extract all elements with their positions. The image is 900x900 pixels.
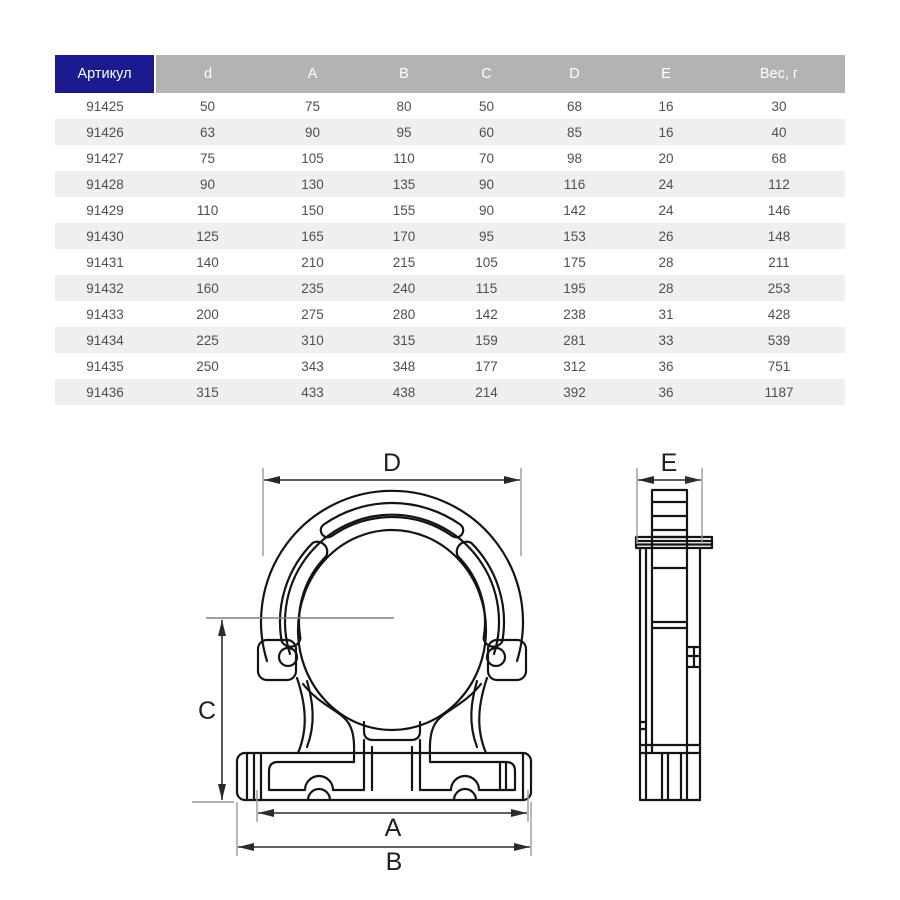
table-cell: 159 <box>475 332 498 348</box>
table-cell: 90 <box>199 176 216 192</box>
table-cell: 225 <box>196 332 219 348</box>
table-cell: 112 <box>768 176 790 192</box>
table-cell: 90 <box>304 124 321 140</box>
table-cell: 24 <box>658 176 674 192</box>
dim-label-b: B <box>385 848 403 876</box>
side-main-column <box>652 548 700 753</box>
table-cell: 125 <box>196 228 219 244</box>
table-cell: 91426 <box>86 124 124 140</box>
table-cell: 95 <box>478 228 495 244</box>
table-cell: 214 <box>475 384 498 400</box>
table-cell: 142 <box>475 306 498 322</box>
table-cell: 91427 <box>86 150 124 166</box>
side-base <box>640 745 700 800</box>
body-right-outer <box>479 678 487 753</box>
dim-label-c: C <box>197 697 217 725</box>
arrowhead <box>264 476 280 484</box>
dim-label-a: A <box>384 814 402 842</box>
header-e: E <box>619 55 713 93</box>
side-hook-block <box>687 647 700 667</box>
table-cell: 50 <box>199 98 216 114</box>
table-cell: 115 <box>475 280 498 296</box>
table-cell: 16 <box>658 98 674 114</box>
table-cell: 130 <box>301 176 324 192</box>
table-cell: 90 <box>478 176 495 192</box>
table-cell: 105 <box>475 254 498 270</box>
table-cell: 91436 <box>86 384 124 400</box>
header-dd: D <box>530 55 619 93</box>
dim-label-e: E <box>660 449 678 477</box>
arrowhead <box>504 476 520 484</box>
table-cell: 91430 <box>86 228 124 244</box>
header-c: C <box>443 55 530 93</box>
table-cell: 343 <box>301 358 324 374</box>
side-snap-band <box>636 537 712 548</box>
top-slot <box>321 503 463 537</box>
pipe-circle <box>298 530 486 730</box>
table-cell: 26 <box>658 228 674 244</box>
table-cell: 281 <box>563 332 586 348</box>
table-cell: 95 <box>396 124 412 140</box>
side-view <box>636 490 712 800</box>
table-cell: 315 <box>196 384 219 400</box>
table-cell: 50 <box>478 98 495 114</box>
header-a: A <box>260 55 365 93</box>
arrowhead <box>511 809 527 817</box>
table-cell: 140 <box>196 254 219 270</box>
table-cell: 75 <box>304 98 321 114</box>
table-cell: 253 <box>767 280 791 296</box>
table-cell: 240 <box>392 280 416 296</box>
table-cell: 30 <box>771 98 787 114</box>
table-cell: 170 <box>392 228 416 244</box>
table-cell: 91428 <box>86 176 124 192</box>
left-column <box>364 740 372 790</box>
dimension-a <box>257 790 528 842</box>
table-cell: 310 <box>301 332 324 348</box>
table-cell: 160 <box>196 280 219 296</box>
arrowhead <box>218 784 226 800</box>
arrowhead <box>238 843 254 851</box>
table-cell: 150 <box>301 202 324 218</box>
dimensions <box>192 449 702 876</box>
table-cell: 91435 <box>86 358 124 374</box>
table-cell: 146 <box>767 202 791 218</box>
table-cell: 177 <box>475 358 498 374</box>
left-foot-ribs <box>247 753 261 800</box>
table-cell: 85 <box>566 124 583 140</box>
dim-label-d: D <box>382 449 402 477</box>
header-d: d <box>155 55 260 93</box>
table-cell: 315 <box>392 332 416 348</box>
side-top-segments <box>652 502 687 530</box>
table-cell: 438 <box>392 384 416 400</box>
right-dome-small <box>454 789 476 800</box>
table-cell: 235 <box>301 280 324 296</box>
table-cell: 36 <box>658 384 674 400</box>
table-cell: 110 <box>393 150 415 166</box>
table-cell: 24 <box>658 202 674 218</box>
table-cell: 312 <box>563 358 586 374</box>
table-cell: 175 <box>563 254 586 270</box>
arrowhead <box>258 809 274 817</box>
arrowhead <box>218 620 226 636</box>
table-cell: 80 <box>396 98 412 114</box>
table-cell: 1187 <box>764 384 794 400</box>
band-inner-arc <box>285 515 499 654</box>
table-cell: 28 <box>658 254 674 270</box>
table-cell: 91433 <box>86 306 124 322</box>
table-cell: 91434 <box>86 332 124 348</box>
table-cell: 135 <box>392 176 416 192</box>
table-cell: 91429 <box>86 202 124 218</box>
table-cell: 153 <box>563 228 586 244</box>
table-cell: 428 <box>767 306 791 322</box>
table-cell: 280 <box>392 306 416 322</box>
body-left-outer <box>297 678 305 753</box>
table-cell: 36 <box>658 358 674 374</box>
front-view <box>237 491 531 800</box>
table-cell: 31 <box>658 306 674 322</box>
table-cell: 539 <box>767 332 791 348</box>
table-cell: 63 <box>199 124 216 140</box>
table-cell: 91431 <box>86 254 124 270</box>
table-cell: 68 <box>771 150 787 166</box>
arrowhead <box>514 843 530 851</box>
table-cell: 238 <box>563 306 586 322</box>
table-cell: 195 <box>563 280 586 296</box>
arrowhead <box>638 476 654 484</box>
table-cell: 250 <box>196 358 219 374</box>
table-cell: 90 <box>478 202 495 218</box>
table-cell: 200 <box>196 306 219 322</box>
table-cell: 433 <box>301 384 324 400</box>
table-cell: 751 <box>767 358 791 374</box>
right-chamber-ribs <box>500 762 506 790</box>
table-cell: 70 <box>478 150 495 166</box>
table-cell: 105 <box>301 150 324 166</box>
table-cell: 165 <box>301 228 324 244</box>
table-cell: 20 <box>658 150 674 166</box>
header-weight: Вес, г <box>713 55 845 93</box>
side-column-segments <box>652 568 687 628</box>
table-cell: 155 <box>392 202 416 218</box>
table-cell: 33 <box>658 332 674 348</box>
arrowhead <box>685 476 701 484</box>
table-cell: 40 <box>771 124 787 140</box>
table-cell: 98 <box>566 150 583 166</box>
left-dome-small <box>308 789 330 800</box>
table-cell: 348 <box>392 358 416 374</box>
table-cell: 16 <box>658 124 674 140</box>
table-cell: 210 <box>301 254 324 270</box>
table-cell: 148 <box>767 228 791 244</box>
table-cell: 392 <box>563 384 586 400</box>
table-cell: 110 <box>196 202 219 218</box>
table-cell: 275 <box>301 306 324 322</box>
table-cell: 60 <box>478 124 495 140</box>
table-cell: 91432 <box>86 280 124 296</box>
side-left-wall <box>640 548 646 753</box>
table-cell: 215 <box>392 254 416 270</box>
table-cell: 116 <box>563 176 586 192</box>
right-column <box>412 740 420 790</box>
table-cell: 91425 <box>86 98 124 114</box>
table-cell: 68 <box>566 98 583 114</box>
header-article: Артикул <box>55 55 155 93</box>
table-cell: 211 <box>768 254 790 270</box>
table-cell: 28 <box>658 280 674 296</box>
base-plate <box>237 753 531 800</box>
table-cell: 142 <box>563 202 586 218</box>
table-cell: 75 <box>199 150 216 166</box>
header-b: B <box>365 55 443 93</box>
